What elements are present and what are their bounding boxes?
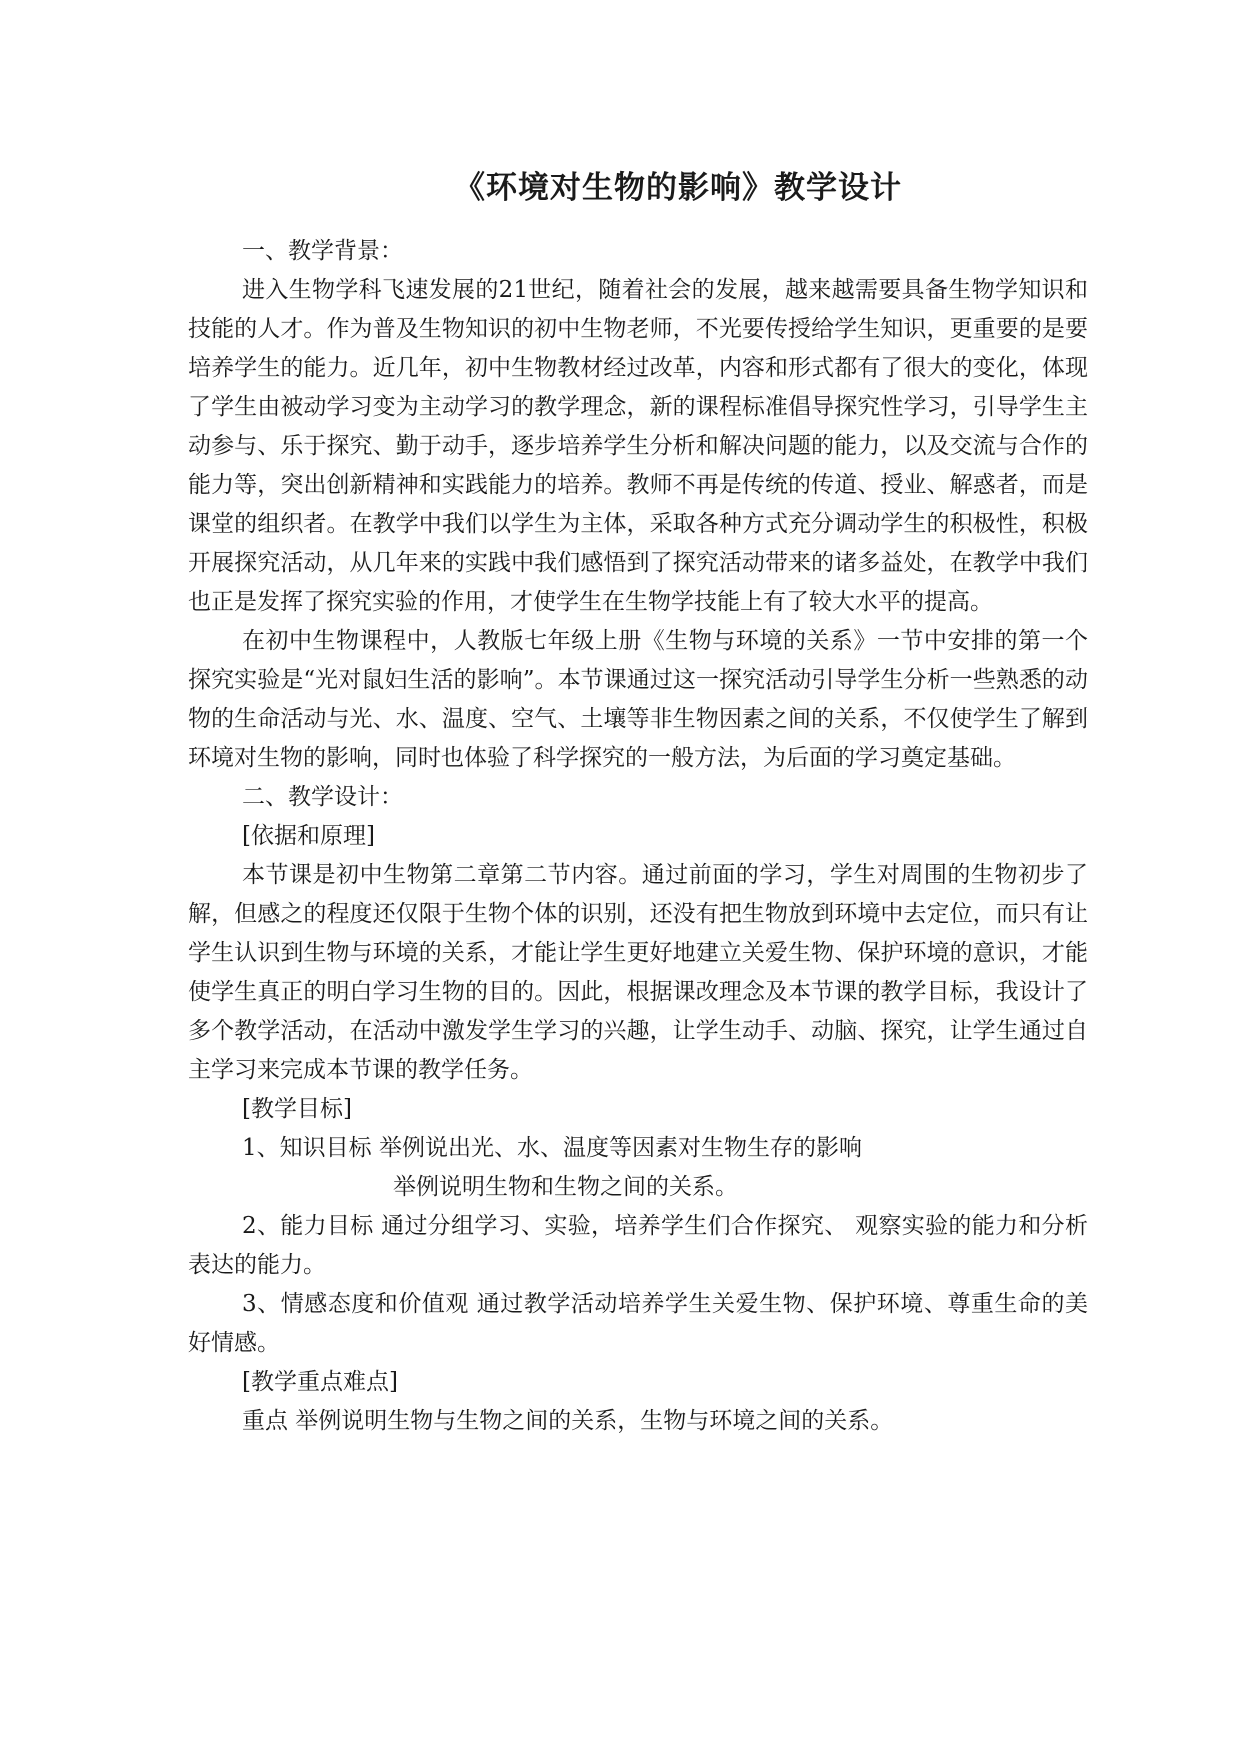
paragraph-basis: 本节课是初中生物第二章第二节内容。通过前面的学习，学生对周围的生物初步了解，但感之的程度还仅限于生物个体的识别，还没有把生物放到环境中去定位，而只有让学生认识到生物与环境的关系，才能让学生更好地建立关爱生物、保护环境的意识，才能使学生真正的明白学习生物的目的。因此，根据课改理念及本节课的教学目标，我设计了多个教学活动，在活动中激发学生学习的兴趣，让学生动手、动脑、探究，让学生通过自主学习来完成本节课的教学任务。 <box>188 862 1088 1083</box>
subheading-key-points: [教学重点难点] <box>242 1369 398 1395</box>
document-body <box>188 232 1088 1441</box>
objective-emotion: 3、情感态度和价值观 通过教学活动培养学生关爱生物、保护环境、尊重生命的美好情感。 <box>188 1291 1088 1356</box>
objective-knowledge-continued: 举例说明生物和生物之间的关系。 <box>393 1174 738 1200</box>
section-heading-background: 一、教学背景： <box>242 238 403 264</box>
objective-knowledge: 1、知识目标 举例说出光、水、温度等因素对生物生存的影响 <box>242 1135 862 1161</box>
subheading-basis: [依据和原理] <box>242 823 375 849</box>
key-point-text: 重点 举例说明生物与生物之间的关系，生物与环境之间的关系。 <box>242 1408 894 1434</box>
document-title <box>0 168 1241 208</box>
paragraph-curriculum: 在初中生物课程中，人教版七年级上册《生物与环境的关系》一节中安排的第一个探究实验是“光对鼠妇生活的影响”。本节课通过这一探究活动引导学生分析一些熟悉的动物的生命活动与光、水、温度、空气、土壤等非生物因素之间的关系，不仅使学生了解到环境对生物的影响，同时也体验了科学探究的一般方法，为后面的学习奠定基础。 <box>188 628 1088 771</box>
subheading-objectives: [教学目标] <box>242 1096 352 1122</box>
document-title-text: 《环境对生物的影响》教学设计 <box>454 170 902 206</box>
section-heading-design: 二、教学设计： <box>242 784 403 810</box>
paragraph-background: 进入生物学科飞速发展的21世纪，随着社会的发展，越来越需要具备生物学知识和技能的人才。作为普及生物知识的初中生物老师，不光要传授给学生知识，更重要的是要培养学生的能力。近几年，初中生物教材经过改革，内容和形式都有了很大的变化，体现了学生由被动学习变为主动学习的教学理念，新的课程标准倡导探究性学习，引导学生主动参与、乐于探究、勤于动手，逐步培养学生分析和解决问题的能力，以及交流与合作的能力等，突出创新精神和实践能力的培养。教师不再是传统的传道、授业、解惑者，而是课堂的组织者。在教学中我们以学生为主体，采取各种方式充分调动学生的积极性，积极开展探究活动，从几年来的实践中我们感悟到了探究活动带来的诸多益处，在教学中我们也正是发挥了探究实验的作用，才使学生在生物学技能上有了较大水平的提高。 <box>188 277 1088 615</box>
objective-ability: 2、能力目标 通过分组学习、实验，培养学生们合作探究、 观察实验的能力和分析表达的能力。 <box>188 1213 1088 1278</box>
